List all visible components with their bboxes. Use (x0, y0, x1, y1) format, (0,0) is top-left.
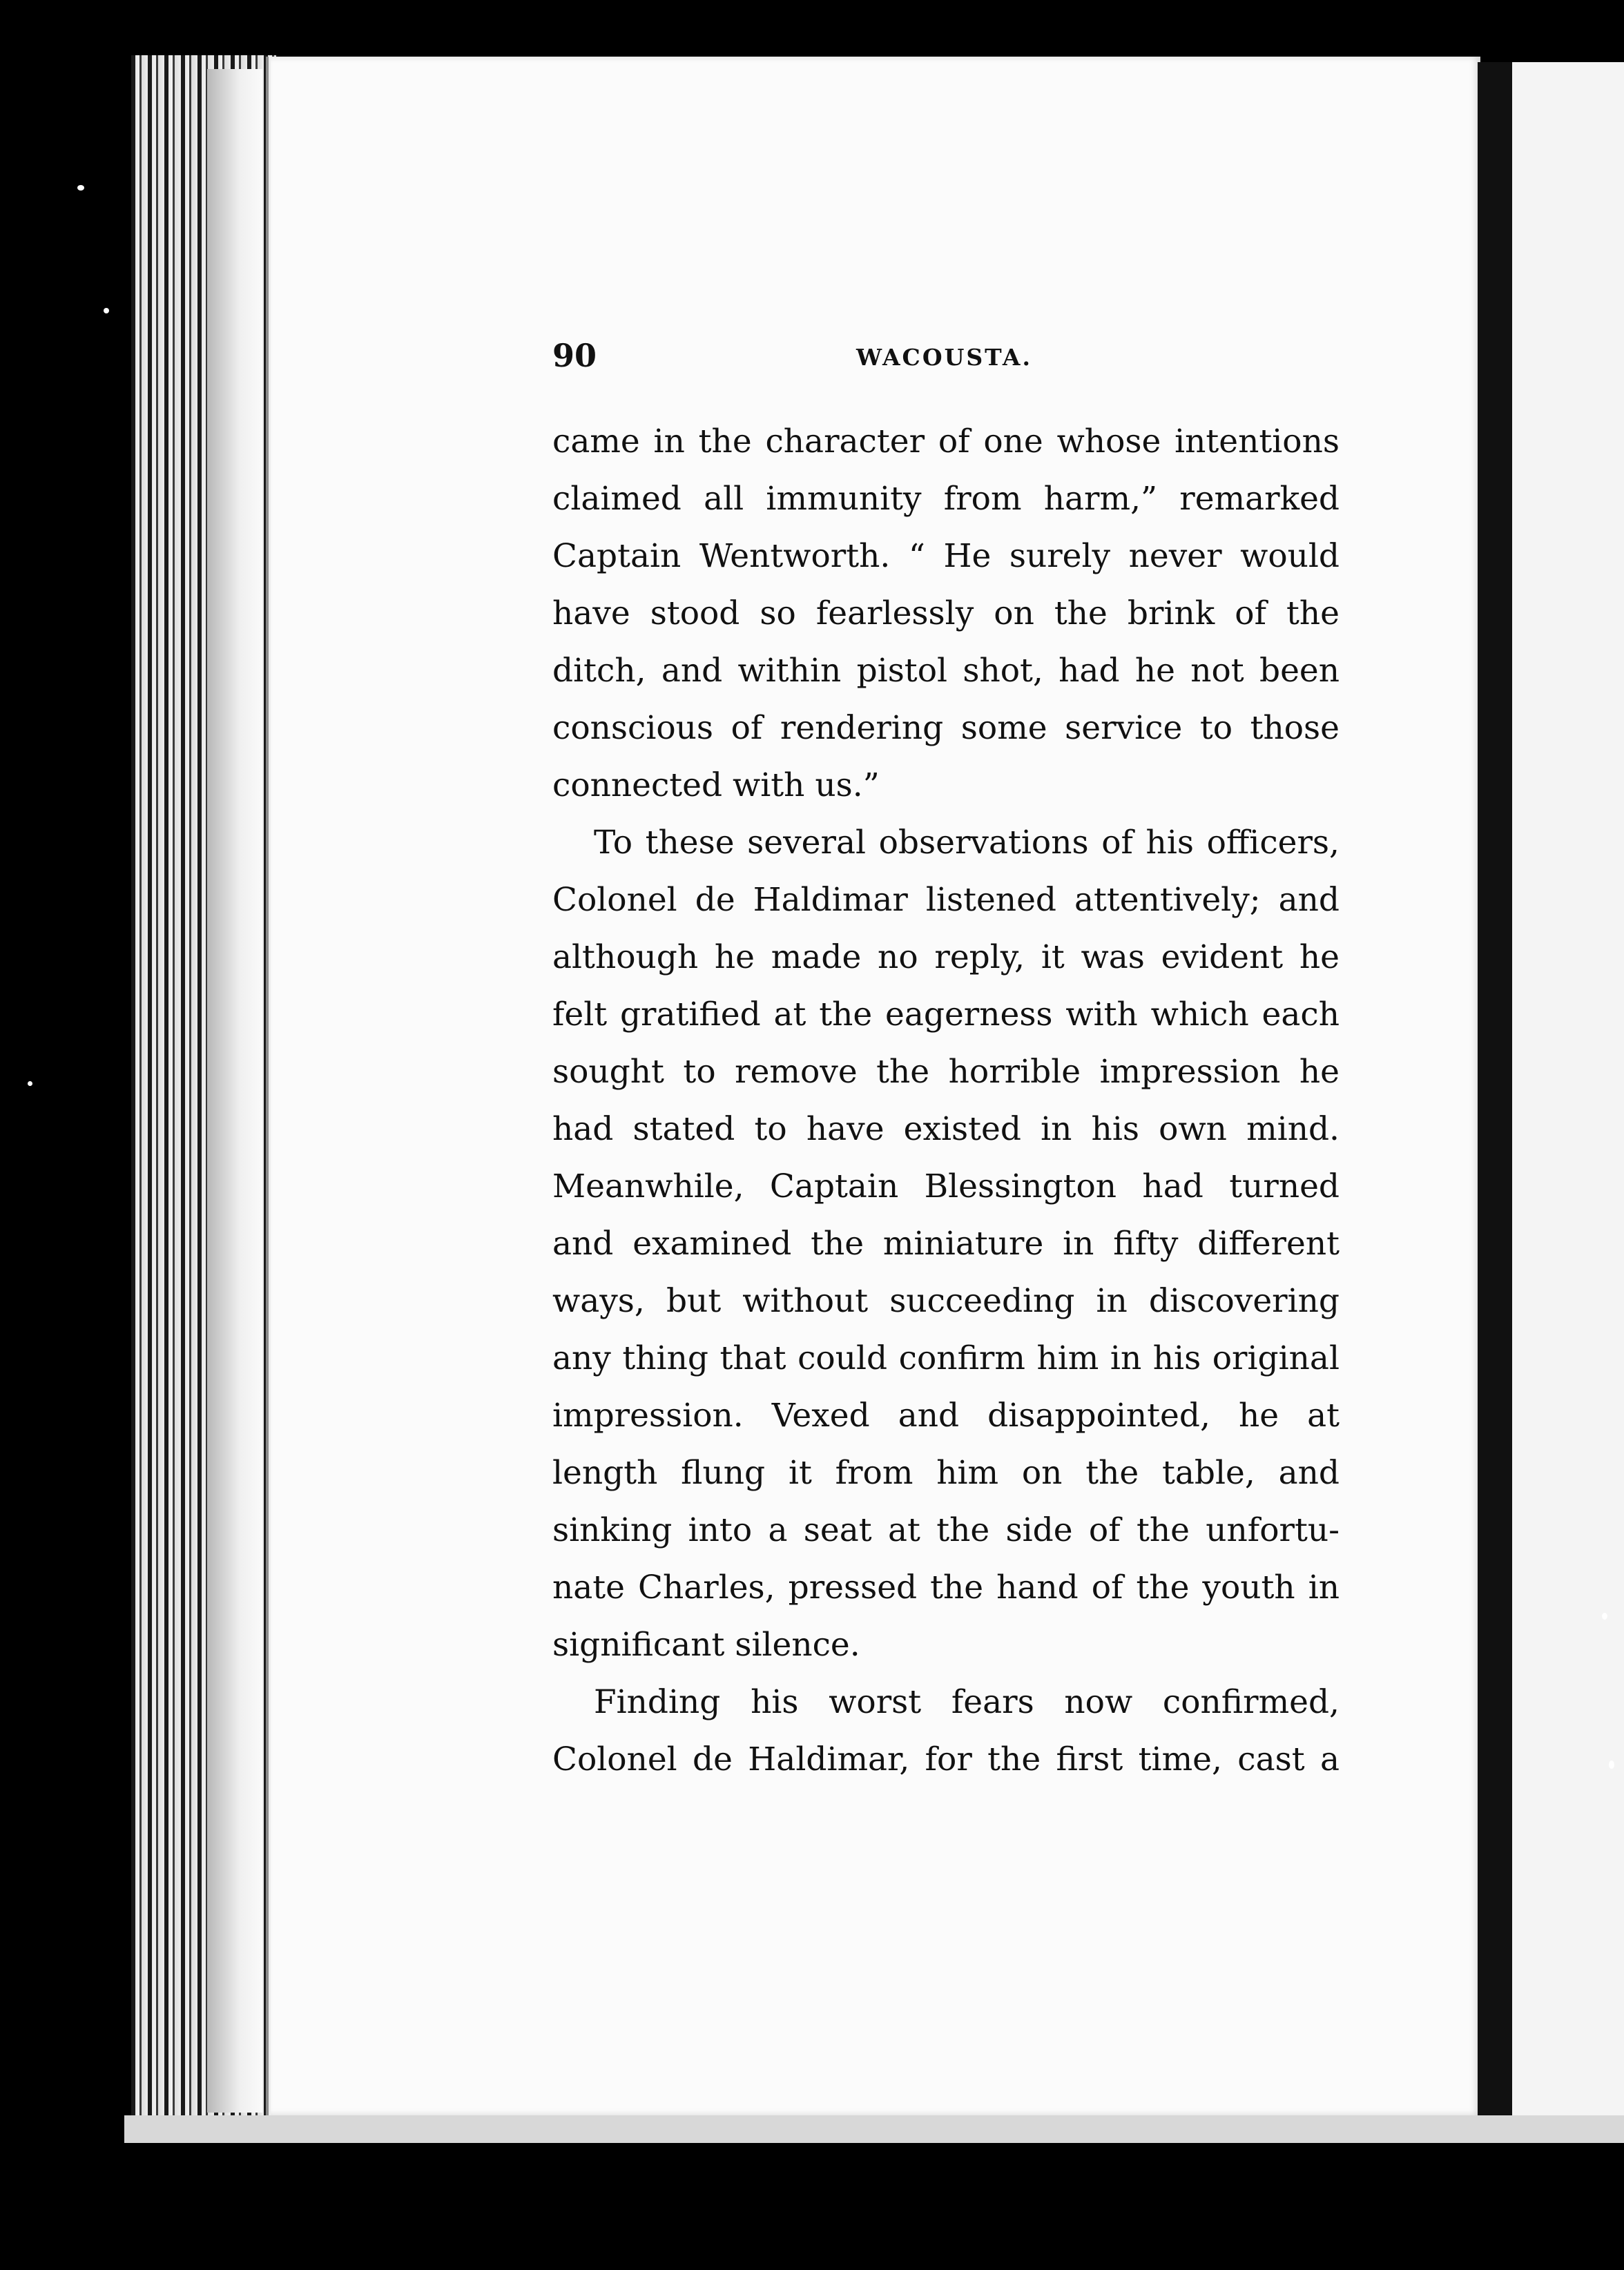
text-line: Captain Wentworth. “ He surely never would (552, 537, 1340, 575)
bottom-edge (124, 2115, 1624, 2143)
text-line: came in the character of one whose intentions (552, 423, 1340, 460)
text-line: and examined the miniature in fifty different (552, 1225, 1340, 1263)
text-line: impression. Vexed and disappointed, he at (552, 1397, 1340, 1435)
text-line: ditch, and within pistol shot, had he not been (552, 652, 1340, 690)
text-line: Colonel de Haldimar, for the first time, cast a (552, 1740, 1340, 1778)
text-line: conscious of rendering some service to those (552, 709, 1340, 747)
text-line: ways, but without succeeding in discovering (552, 1282, 1340, 1320)
running-head (552, 331, 1340, 394)
text-line: To these several observations of his officers, (594, 824, 1340, 862)
book-binding (1478, 62, 1512, 2133)
text-line: Finding his worst fears now confirmed, (594, 1683, 1340, 1721)
scan-speck (1602, 1613, 1607, 1620)
text-line: have stood so fearlessly on the brink of the (552, 594, 1340, 632)
running-title: WACOUSTA. (856, 344, 1033, 371)
text-line: any thing that could confirm him in his original (552, 1339, 1340, 1377)
scan-speck (104, 308, 109, 313)
body-text (552, 413, 1340, 1788)
text-line: claimed all immunity from harm,” remarked (552, 480, 1340, 518)
scan-speck (1609, 1760, 1614, 1769)
text-line: Meanwhile, Captain Blessington had turned (552, 1167, 1340, 1205)
page-number: 90 (552, 337, 597, 374)
page-edges-shadow (207, 69, 262, 2113)
scan-speck (28, 1081, 32, 1086)
text-line: sinking into a seat at the side of the unfortu- (552, 1511, 1340, 1549)
text-line: connected with us.” (552, 766, 880, 804)
text-line: had stated to have existed in his own mind. (552, 1110, 1340, 1148)
text-line: nate Charles, pressed the hand of the youth in (552, 1569, 1340, 1607)
scan-speck (77, 185, 84, 191)
text-line: felt gratified at the eagerness with which each (552, 996, 1340, 1034)
text-line: length flung it from him on the table, and (552, 1454, 1340, 1492)
text-line: Colonel de Haldimar listened attentively; and (552, 881, 1340, 919)
text-line: sought to remove the horrible impression he (552, 1053, 1340, 1091)
text-line: although he made no reply, it was evident he (552, 938, 1340, 976)
text-line: significant silence. (552, 1626, 860, 1664)
page-gutter-line (266, 57, 269, 2115)
next-page-edge (1512, 62, 1624, 2133)
